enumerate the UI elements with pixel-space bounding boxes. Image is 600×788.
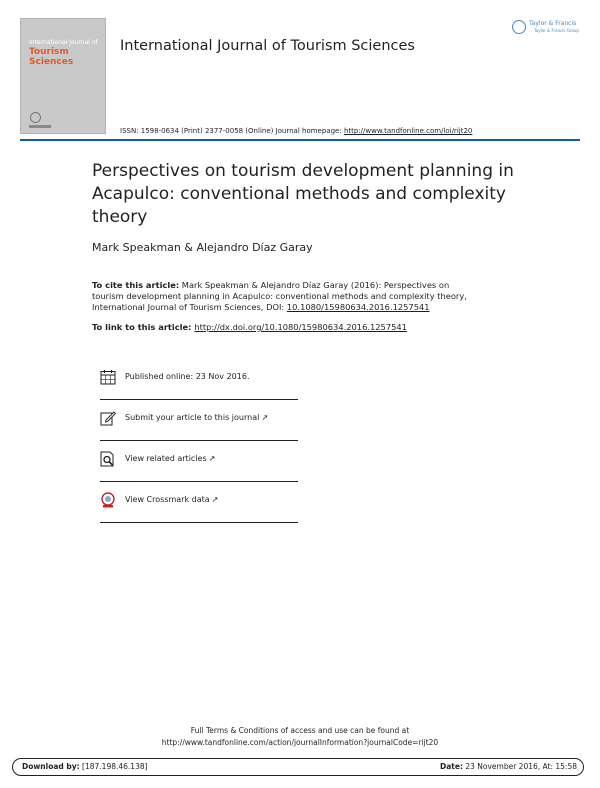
edit-icon [100, 410, 116, 426]
terms-link[interactable]: http://www.tandfonline.com/action/journalInformation?journalCode=rijt20 [161, 738, 439, 747]
row-divider [100, 440, 298, 441]
publisher-logo-text: Taylor & Francis [529, 20, 577, 27]
download-info [22, 762, 148, 771]
issn-text: ISSN: 1598-0634 (Print) 2377-0058 (Online) Journal homepage: [120, 127, 344, 135]
doi-link[interactable]: 10.1080/15980634.2016.1257541 [286, 302, 430, 312]
external-link-icon: ↗ [211, 495, 219, 504]
related-articles-label: View related articles [125, 454, 207, 463]
cover-line-2: Tourism [29, 47, 69, 57]
article-authors: Mark Speakman & Alejandro Díaz Garay [92, 241, 313, 254]
terms-notice: Full Terms & Conditions of access and use can be found at [190, 726, 410, 735]
article-link-label: To link to this article: [92, 322, 195, 332]
journal-title: International Journal of Tourism Sciences [120, 38, 415, 54]
crossmark-label: View Crossmark data [125, 495, 210, 504]
published-online-row [100, 360, 298, 400]
related-articles-link[interactable] [100, 442, 298, 482]
article-link-line [92, 322, 407, 333]
date-label: Date: [440, 762, 463, 771]
cover-line-3: Sciences [29, 57, 74, 67]
download-date [440, 762, 577, 771]
date-value: 23 November 2016, At: 15:58 [462, 762, 577, 771]
cover-bar [29, 125, 51, 128]
search-document-icon [100, 451, 116, 467]
crossmark-link[interactable] [100, 483, 298, 523]
download-label: Download by: [22, 762, 80, 771]
article-link[interactable]: http://dx.doi.org/10.1080/15980634.2016.1257541 [194, 322, 407, 332]
row-divider [100, 522, 298, 523]
external-link-icon: ↗ [261, 413, 269, 422]
external-link-icon: ↗ [208, 454, 216, 463]
journal-cover-image [20, 18, 106, 134]
citation-line-2: tourism development planning in Acapulco: conventional methods and complexity theory, [92, 291, 467, 301]
citation-text-3: International Journal of Tourism Sciences, DOI: [92, 302, 287, 312]
submit-article-label: Submit your article to this journal [125, 413, 260, 422]
publisher-logo-subtext: Taylor & Francis Group [534, 28, 579, 33]
citation-text-1: Mark Speakman & Alejandro Díaz Garay (2016): Perspectives on [179, 280, 450, 290]
issn-line [120, 127, 472, 135]
article-title: Perspectives on tourism development planning in Acapulco: conventional methods and complexity theory [92, 161, 514, 227]
download-ip: [187.198.46.138] [79, 762, 148, 771]
cover-seal-icon [30, 112, 41, 123]
cover-line-1: International Journal of [29, 39, 98, 46]
citation-line-3 [92, 302, 430, 313]
publisher-logo [512, 18, 582, 38]
submit-article-text [125, 413, 268, 422]
header-divider [20, 139, 580, 141]
publisher-logo-icon [512, 20, 526, 34]
crossmark-text [125, 495, 218, 504]
crossmark-icon [100, 492, 116, 508]
related-articles-text [125, 454, 215, 463]
citation-line-1 [92, 280, 449, 291]
published-online-text: Published online: 23 Nov 2016. [125, 372, 250, 381]
row-divider [100, 481, 298, 482]
calendar-icon [100, 369, 116, 385]
journal-homepage-link[interactable]: http://www.tandfonline.com/loi/rijt20 [343, 127, 473, 135]
submit-article-link[interactable] [100, 401, 298, 441]
citation-label: To cite this article: [92, 280, 180, 290]
row-divider [100, 399, 298, 400]
